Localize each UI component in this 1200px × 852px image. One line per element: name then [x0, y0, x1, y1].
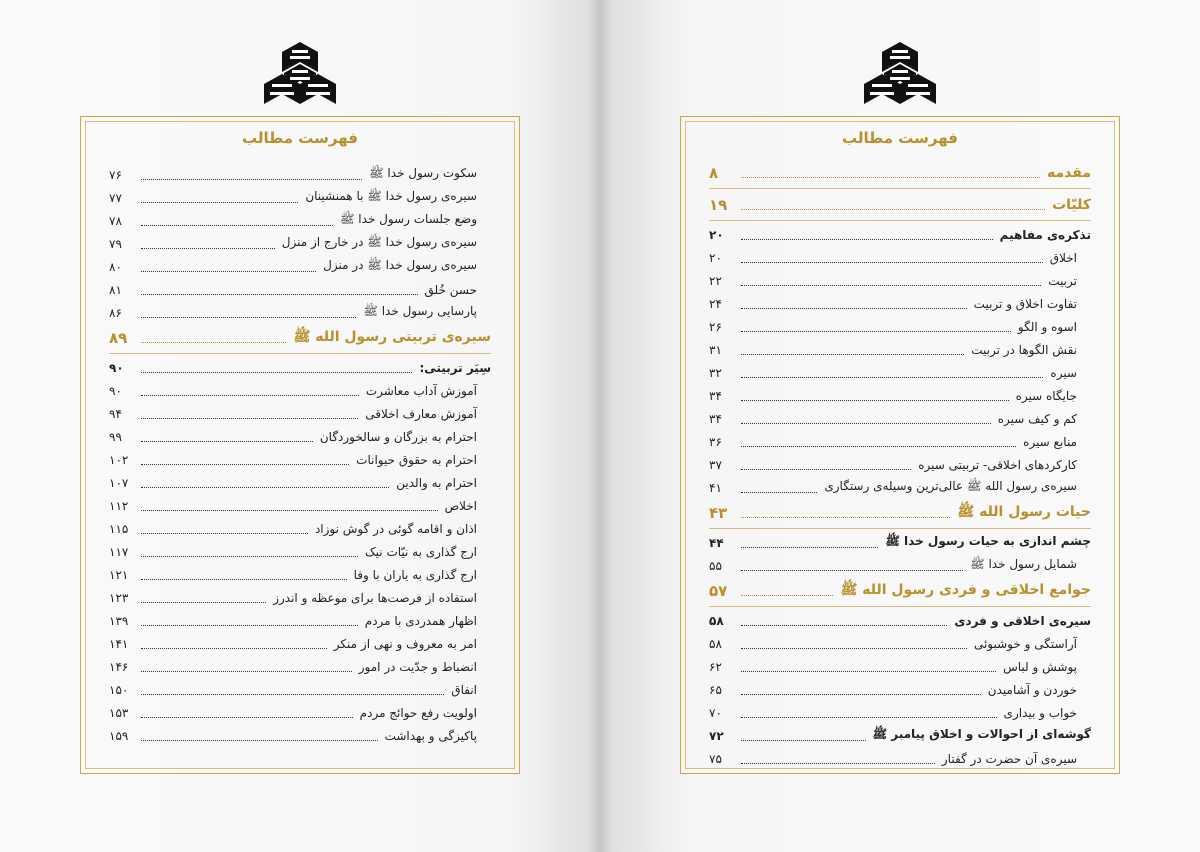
entry-page-number: ۷۷ — [109, 190, 122, 205]
toc-section-entry[interactable] — [709, 609, 1091, 632]
chapter-divider — [709, 528, 1091, 529]
entry-page-number: ۱۰۷ — [109, 475, 129, 490]
entry-label: سیره‌ی رسول خدا ﷺ با همنشینان — [305, 189, 477, 203]
entry-label: حسن خُلق — [424, 282, 477, 297]
dot-leader — [141, 510, 438, 511]
entry-label: تربیت — [1048, 273, 1077, 288]
toc-entry[interactable] — [709, 554, 1091, 577]
entry-page-number: ۱۱۵ — [109, 521, 129, 536]
toc-entry[interactable] — [109, 655, 491, 678]
entry-label: اخلاق — [1049, 250, 1077, 265]
entry-page-number: ۹۹ — [109, 429, 122, 444]
toc-entry[interactable] — [109, 209, 491, 232]
kufic-calligraphy-emblem-icon — [860, 40, 940, 112]
entry-label: سیره‌ی اخلاقی و فردی — [954, 613, 1091, 628]
toc-entry[interactable] — [709, 430, 1091, 453]
toc-chapter-entry[interactable] — [709, 191, 1091, 218]
toc-entry[interactable] — [109, 609, 491, 632]
dot-leader — [741, 740, 866, 741]
dot-leader — [741, 547, 878, 548]
dot-leader — [741, 423, 991, 424]
toc-entry[interactable] — [709, 747, 1091, 770]
toc-section-entry[interactable] — [109, 356, 491, 379]
entry-label: خواب و بیداری — [1003, 705, 1077, 720]
toc-entry[interactable] — [709, 678, 1091, 701]
entry-label: احترام به والدین — [396, 475, 477, 490]
toc-entry[interactable] — [709, 361, 1091, 384]
dot-leader — [741, 400, 1009, 401]
entry-page-number: ۴۱ — [709, 480, 722, 495]
dot-leader — [741, 354, 964, 355]
dot-leader — [141, 418, 358, 419]
entry-label: اسوه و الگو — [1017, 319, 1077, 334]
entry-label: پارسایی رسول خدا ﷺ — [363, 304, 477, 318]
entry-label: اذان و اقامه گوئی در گوش نوزاد — [314, 521, 477, 536]
toc-entry[interactable] — [709, 453, 1091, 476]
toc-entry[interactable] — [709, 315, 1091, 338]
toc-entry[interactable] — [109, 540, 491, 563]
toc-entry[interactable] — [709, 292, 1091, 315]
dot-leader — [141, 717, 353, 718]
toc-entry[interactable] — [109, 678, 491, 701]
entry-page-number: ۱۱۷ — [109, 544, 129, 559]
entry-label: سیره‌ی تربیتی رسول الله ﷺ — [293, 328, 491, 345]
toc-frame — [680, 116, 1120, 774]
toc-chapter-entry[interactable] — [709, 159, 1091, 186]
toc-entry[interactable] — [109, 632, 491, 655]
right-page — [600, 0, 1200, 852]
dot-leader — [141, 602, 266, 603]
entry-label: شمایل رسول خدا ﷺ — [970, 557, 1077, 571]
dot-leader — [741, 377, 1043, 378]
entry-page-number: ۹۴ — [109, 406, 122, 421]
entry-label: کم و کیف سیره — [997, 411, 1077, 426]
dot-leader — [741, 469, 911, 470]
entry-page-number: ۱۱۲ — [109, 498, 129, 513]
entry-label: سکوت رسول خدا ﷺ — [369, 166, 477, 180]
dot-leader — [141, 317, 356, 318]
toc-entry[interactable] — [109, 471, 491, 494]
dot-leader — [141, 671, 352, 672]
entry-page-number: ۸ — [709, 163, 719, 182]
entry-label: منابع سیره — [1023, 434, 1077, 449]
dot-leader — [141, 556, 358, 557]
dot-leader — [741, 625, 947, 626]
entry-page-number: ۱۴۱ — [109, 636, 129, 651]
entry-label: آراستگی و خوشبوئی — [973, 636, 1077, 651]
entry-page-number: ۵۸ — [709, 636, 722, 651]
entry-label: چشم اندازی به حیات رسول خدا ﷺ — [885, 534, 1091, 548]
entry-label: پوشش و لباس — [1003, 659, 1077, 674]
dot-leader — [141, 441, 313, 442]
dot-leader — [741, 285, 1041, 286]
dot-leader — [141, 579, 347, 580]
toc-entry[interactable] — [109, 517, 491, 540]
toc-title: فهرست مطالب — [242, 129, 358, 147]
entry-page-number: ۷۹ — [109, 236, 122, 251]
entry-page-number: ۷۵ — [709, 751, 722, 766]
entry-label: وضع جلسات رسول خدا ﷺ — [340, 212, 477, 226]
dot-leader — [741, 492, 817, 493]
dot-leader — [141, 225, 333, 226]
entry-label: آموزش آداب معاشرت — [365, 383, 477, 398]
dot-leader — [141, 179, 362, 180]
entry-label: تفاوت اخلاق و تربیت — [973, 296, 1077, 311]
toc-section-entry[interactable] — [709, 724, 1091, 747]
dot-leader — [741, 331, 1011, 332]
dot-leader — [141, 740, 378, 741]
entry-page-number: ۵۷ — [709, 581, 728, 600]
toc-entry[interactable] — [709, 655, 1091, 678]
entry-page-number: ۱۴۶ — [109, 659, 129, 674]
kufic-calligraphy-emblem-icon — [260, 40, 340, 112]
entry-page-number: ۱۵۳ — [109, 705, 129, 720]
dot-leader — [741, 209, 1045, 210]
toc-entry[interactable] — [709, 384, 1091, 407]
toc-title: فهرست مطالب — [842, 129, 958, 147]
entry-page-number: ۱۳۹ — [109, 613, 129, 628]
toc-section-entry[interactable] — [709, 223, 1091, 246]
entry-page-number: ۳۴ — [709, 411, 722, 426]
dot-leader — [741, 595, 833, 596]
toc-entry[interactable] — [109, 425, 491, 448]
entry-label: کلیّات — [1052, 196, 1091, 213]
entry-label: پاکیزگی و بهداشت — [384, 728, 477, 743]
entry-page-number: ۸۱ — [109, 282, 122, 297]
toc-entry[interactable] — [109, 186, 491, 209]
toc-entry[interactable] — [109, 586, 491, 609]
dot-leader — [741, 717, 997, 718]
dot-leader — [741, 262, 1043, 263]
toc-entry[interactable] — [109, 163, 491, 186]
entry-label: سیره — [1050, 365, 1077, 380]
toc-section-entry[interactable] — [709, 531, 1091, 554]
entry-label: جایگاه سیره — [1015, 388, 1077, 403]
dot-leader — [741, 446, 1016, 447]
toc-list — [709, 159, 1091, 770]
entry-page-number: ۳۶ — [709, 434, 722, 449]
entry-label: سیره‌ی رسول خدا ﷺ در منزل — [323, 258, 477, 272]
toc-chapter-entry[interactable] — [709, 577, 1091, 604]
entry-page-number: ۱۲۱ — [109, 567, 129, 582]
toc-entry[interactable] — [709, 246, 1091, 269]
entry-page-number: ۴۴ — [709, 535, 724, 550]
entry-page-number: ۲۰ — [709, 227, 724, 242]
toc-entry[interactable] — [109, 448, 491, 471]
entry-label: اخلاص — [444, 498, 477, 513]
entry-page-number: ۷۸ — [109, 213, 122, 228]
entry-page-number: ۳۱ — [709, 342, 722, 357]
toc-chapter-entry[interactable] — [109, 324, 491, 351]
dot-leader — [741, 648, 967, 649]
entry-page-number: ۹۰ — [109, 360, 124, 375]
toc-entry[interactable] — [109, 563, 491, 586]
book-gutter — [588, 0, 612, 852]
toc-entry[interactable] — [109, 402, 491, 425]
entry-page-number: ۱۵۹ — [109, 728, 129, 743]
entry-page-number: ۷۶ — [109, 167, 122, 182]
entry-label: انضباط و جدّیت در امور — [358, 659, 477, 674]
entry-page-number: ۱۹ — [709, 195, 728, 214]
entry-label: ارج گذاری به یاران با وفا — [353, 567, 477, 582]
entry-label: جوامع اخلاقی و فردی رسول الله ﷺ — [840, 581, 1091, 598]
dot-leader — [141, 487, 389, 488]
dot-leader — [141, 533, 308, 534]
entry-page-number: ۱۰۲ — [109, 452, 129, 467]
dot-leader — [141, 464, 349, 465]
entry-page-number: ۶۵ — [709, 682, 722, 697]
entry-label: سِیَر تربیتی: — [419, 360, 491, 375]
chapter-divider — [709, 220, 1091, 221]
chapter-divider — [709, 606, 1091, 607]
entry-label: خوردن و آشامیدن — [987, 682, 1077, 697]
entry-label: احترام به بزرگان و سالخوردگان — [319, 429, 477, 444]
dot-leader — [741, 177, 1040, 178]
entry-page-number: ۸۹ — [109, 328, 128, 347]
entry-page-number: ۵۵ — [709, 558, 722, 573]
entry-page-number: ۷۲ — [709, 728, 724, 743]
entry-page-number: ۸۶ — [109, 305, 122, 320]
chapter-divider — [109, 353, 491, 354]
toc-entry[interactable] — [109, 724, 491, 747]
entry-page-number: ۳۲ — [709, 365, 722, 380]
entry-page-number: ۱۵۰ — [109, 682, 129, 697]
entry-page-number: ۳۴ — [709, 388, 722, 403]
dot-leader — [141, 271, 316, 272]
entry-page-number: ۶۲ — [709, 659, 722, 674]
entry-label: سیره‌ی رسول خدا ﷺ در خارج از منزل — [281, 235, 477, 249]
entry-label: احترام به حقوق حیوانات — [356, 452, 477, 467]
toc-entry[interactable] — [709, 269, 1091, 292]
entry-label: انفاق — [451, 682, 477, 697]
chapter-divider — [709, 188, 1091, 189]
entry-label: نقش الگوها در تربیت — [971, 342, 1077, 357]
entry-page-number: ۵۸ — [709, 613, 724, 628]
dot-leader — [741, 517, 950, 518]
dot-leader — [141, 372, 412, 373]
toc-entry[interactable] — [709, 632, 1091, 655]
dot-leader — [741, 308, 967, 309]
dot-leader — [741, 671, 996, 672]
entry-label: اولویت رفع حوائج مردم — [359, 705, 477, 720]
toc-entry[interactable] — [709, 407, 1091, 430]
entry-label: امر به معروف و نهی از منکر — [333, 636, 477, 651]
entry-label: گوشه‌ای از احوالات و اخلاق پیامبر ﷺ — [872, 727, 1091, 741]
toc-entry[interactable] — [709, 338, 1091, 361]
entry-page-number: ۸۰ — [109, 259, 122, 274]
dot-leader — [741, 694, 981, 695]
entry-label: ارج گذاری به نیّات نیک — [364, 544, 477, 559]
dot-leader — [141, 248, 275, 249]
toc-entry[interactable] — [109, 255, 491, 278]
entry-page-number: ۲۶ — [709, 319, 722, 334]
entry-label: کارکردهای اخلاقی- تربیتی سیره — [918, 457, 1077, 472]
entry-label: مقدمه — [1047, 164, 1091, 181]
toc-list — [109, 163, 491, 747]
dot-leader — [141, 202, 298, 203]
entry-page-number: ۲۲ — [709, 273, 722, 288]
entry-page-number: ۳۷ — [709, 457, 722, 472]
toc-entry[interactable] — [109, 701, 491, 724]
toc-entry[interactable] — [709, 476, 1091, 499]
toc-chapter-entry[interactable] — [709, 499, 1091, 526]
entry-label: حیات رسول الله ﷺ — [957, 503, 1091, 520]
entry-page-number: ۴۳ — [709, 503, 728, 522]
dot-leader — [141, 395, 359, 396]
dot-leader — [141, 342, 286, 343]
toc-entry[interactable] — [109, 494, 491, 517]
dot-leader — [141, 694, 444, 695]
entry-label: تذکره‌ی مفاهیم — [999, 227, 1091, 242]
dot-leader — [141, 625, 358, 626]
entry-label: استفاده از فرصت‌ها برای موعظه و اندرز — [273, 590, 477, 605]
toc-entry[interactable] — [109, 232, 491, 255]
dot-leader — [741, 239, 993, 240]
entry-label: سیره‌ی آن حضرت در گفتار — [941, 751, 1077, 766]
toc-entry[interactable] — [109, 278, 491, 301]
entry-label: سیره‌ی رسول الله ﷺ عالی‌ترین وسیله‌ی رستگاری — [824, 479, 1077, 493]
entry-label: اظهار همدردی با مردم — [364, 613, 477, 628]
dot-leader — [741, 570, 963, 571]
entry-page-number: ۲۰ — [709, 250, 722, 265]
toc-entry[interactable] — [109, 301, 491, 324]
toc-entry[interactable] — [109, 379, 491, 402]
dot-leader — [141, 648, 327, 649]
entry-page-number: ۱۲۳ — [109, 590, 129, 605]
entry-page-number: ۹۰ — [109, 383, 122, 398]
entry-page-number: ۲۴ — [709, 296, 722, 311]
entry-page-number: ۷۰ — [709, 705, 722, 720]
toc-entry[interactable] — [709, 701, 1091, 724]
entry-label: آموزش معارف اخلاقی — [365, 406, 477, 421]
toc-frame — [80, 116, 520, 774]
dot-leader — [741, 763, 935, 764]
dot-leader — [141, 294, 418, 295]
